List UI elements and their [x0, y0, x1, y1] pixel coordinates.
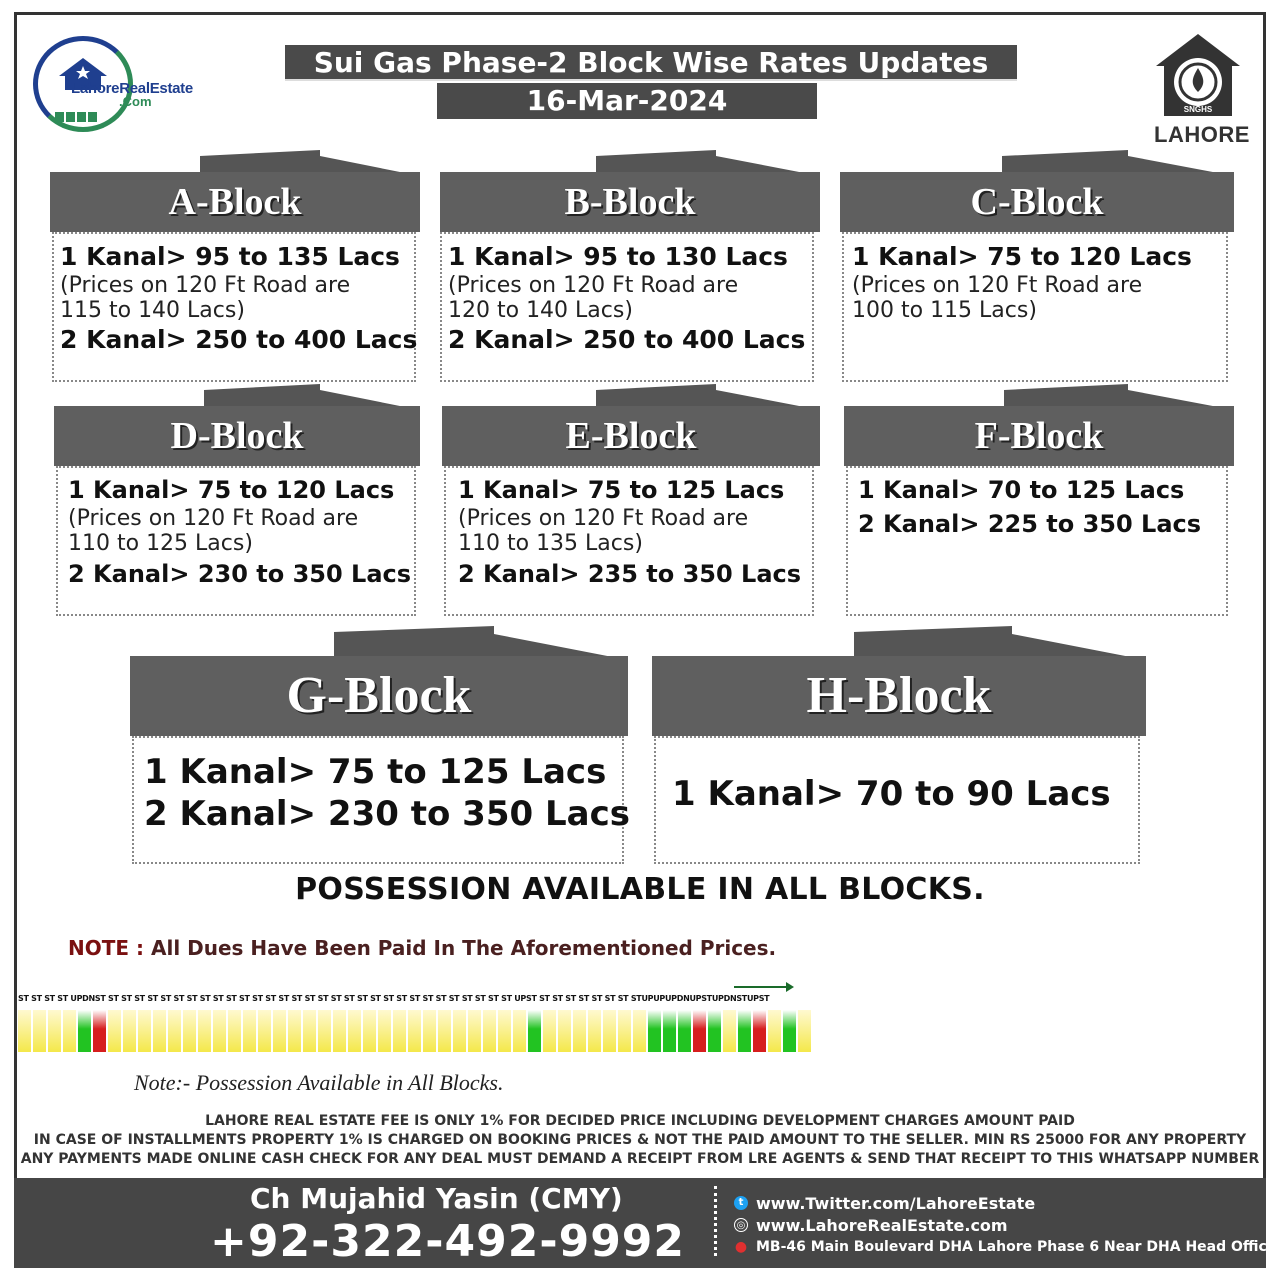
road-note: (Prices on 120 Ft Road are	[448, 273, 739, 298]
lahore-real-estate-logo[interactable]	[33, 36, 193, 132]
ticker-bar-st	[513, 1010, 526, 1052]
block-title: C-Block	[840, 172, 1234, 232]
ticker-bar-st	[798, 1010, 811, 1052]
dues-note	[68, 936, 776, 960]
block-card-b	[440, 150, 820, 384]
ticker-bar-st	[318, 1010, 331, 1052]
ticker-bar-st	[468, 1010, 481, 1052]
possession-banner: POSSESSION AVAILABLE IN ALL BLOCKS.	[295, 872, 985, 907]
ticker-bar-st	[498, 1010, 511, 1052]
ticker-bar-st	[618, 1010, 631, 1052]
block-card-a	[50, 150, 420, 384]
block-title: G-Block	[130, 656, 628, 736]
tab-shape	[854, 626, 1146, 660]
block-title: D-Block	[54, 406, 420, 466]
kanal-2-price: 2 Kanal> 250 to 400 Lacs	[448, 325, 806, 354]
logo-suffix: .Com	[119, 94, 152, 109]
agent-name: Ch Mujahid Yasin (CMY)	[250, 1182, 623, 1215]
gear-house-icon	[1148, 30, 1248, 122]
ticker-bar-st	[288, 1010, 301, 1052]
snghs-lahore-logo[interactable]	[1148, 30, 1258, 148]
ticker-bar-st	[18, 1010, 31, 1052]
note-key: NOTE :	[68, 936, 145, 960]
ticker-bar-dn	[753, 1010, 766, 1052]
kanal-1-price: 1 Kanal> 75 to 120 Lacs	[68, 476, 395, 504]
road-note: (Prices on 120 Ft Road are	[60, 273, 351, 298]
ticker-bar-up	[738, 1010, 751, 1052]
ticker-bar-up	[663, 1010, 676, 1052]
block-card-d	[54, 384, 420, 618]
ticker-bar-st	[393, 1010, 406, 1052]
ticker-bar-st	[123, 1010, 136, 1052]
kanal-1-price: 1 Kanal> 70 to 90 Lacs	[672, 774, 1111, 814]
block-card-e	[442, 384, 820, 618]
road-price: 110 to 135 Lacs)	[458, 531, 643, 556]
kanal-1-price: 1 Kanal> 75 to 125 Lacs	[144, 752, 607, 792]
kanal-1-price: 1 Kanal> 70 to 125 Lacs	[858, 476, 1185, 504]
ticker-bar-st	[633, 1010, 646, 1052]
kanal-1-price: 1 Kanal> 75 to 120 Lacs	[852, 242, 1192, 271]
kanal-2-price: 2 Kanal> 225 to 350 Lacs	[858, 510, 1202, 538]
ticker-bar-st	[153, 1010, 166, 1052]
road-note: (Prices on 120 Ft Road are	[68, 506, 359, 531]
twitter-icon: t	[734, 1196, 748, 1210]
globe-icon: ◎	[734, 1218, 748, 1232]
ticker-bar-st	[108, 1010, 121, 1052]
map-pin-icon: ●	[734, 1239, 748, 1255]
price-trend-ticker	[18, 982, 782, 1054]
road-price: 100 to 115 Lacs)	[852, 298, 1037, 323]
kanal-1-price: 1 Kanal> 95 to 130 Lacs	[448, 242, 788, 271]
ticker-bar-up	[648, 1010, 661, 1052]
address-text: MB-46 Main Boulevard DHA Lahore Phase 6 Near DHA Head Office	[756, 1239, 1277, 1255]
ticker-bar-st	[333, 1010, 346, 1052]
kanal-2-price: 2 Kanal> 250 to 400 Lacs	[60, 325, 418, 354]
ticker-bar-st	[33, 1010, 46, 1052]
ticker-bar-st	[258, 1010, 271, 1052]
road-price: 115 to 140 Lacs)	[60, 298, 245, 323]
logo-name: LahoreRealEstate	[71, 80, 193, 97]
ticker-bar-st	[303, 1010, 316, 1052]
twitter-link[interactable]	[734, 1192, 1276, 1214]
date-label: 16-Mar-2024	[437, 83, 817, 119]
block-card-f	[844, 384, 1234, 618]
ticker-bar-st	[408, 1010, 421, 1052]
fee-disclaimer-line-2: IN CASE OF INSTALLMENTS PROPERTY 1% IS CHARGED ON BOOKING PRICES & NOT THE PAID AMOUNT TO THE SELLER. MIN RS 25000 FOR ANY PROPERTY	[33, 1132, 1247, 1148]
block-title: E-Block	[442, 406, 820, 466]
kanal-2-price: 2 Kanal> 230 to 350 Lacs	[68, 560, 412, 588]
kanal-2-price: 2 Kanal> 235 to 350 Lacs	[458, 560, 802, 588]
seal-text: SNGHS	[1183, 105, 1213, 114]
ticker-bar-st	[768, 1010, 781, 1052]
address-line	[734, 1236, 1276, 1258]
ticker-bar-st	[63, 1010, 76, 1052]
page-title: Sui Gas Phase-2 Block Wise Rates Updates	[285, 45, 1017, 81]
block-title: B-Block	[440, 172, 820, 232]
kanal-1-price: 1 Kanal> 75 to 125 Lacs	[458, 476, 785, 504]
road-price: 120 to 140 Lacs)	[448, 298, 633, 323]
block-title: A-Block	[50, 172, 420, 232]
ticker-bar-st	[558, 1010, 571, 1052]
block-card-c	[840, 150, 1234, 384]
ticker-bar-st	[348, 1010, 361, 1052]
block-title: H-Block	[652, 656, 1146, 736]
ticker-bar-up	[783, 1010, 796, 1052]
logo-city: LAHORE	[1154, 122, 1250, 147]
block-title: F-Block	[844, 406, 1234, 466]
ticker-bar-st	[243, 1010, 256, 1052]
ticker-bar-st	[228, 1010, 241, 1052]
ticker-bar-st	[273, 1010, 286, 1052]
ticker-bar-st	[168, 1010, 181, 1052]
ticker-bar-dn	[693, 1010, 706, 1052]
ticker-bar-st	[423, 1010, 436, 1052]
ticker-bar-st	[573, 1010, 586, 1052]
ticker-bar-st	[723, 1010, 736, 1052]
logo-bars-icon	[55, 112, 97, 122]
ticker-bars	[18, 1010, 811, 1052]
ticker-bar-st	[543, 1010, 556, 1052]
possession-note: Note:- Possession Available in All Blocks.	[134, 1070, 504, 1095]
block-card-g	[130, 626, 628, 868]
road-price: 110 to 125 Lacs)	[68, 531, 253, 556]
ticker-bar-st	[588, 1010, 601, 1052]
tab-shape	[334, 626, 628, 660]
ticker-bar-st	[438, 1010, 451, 1052]
website-link[interactable]	[734, 1214, 1276, 1236]
footer-links	[734, 1192, 1276, 1258]
note-text: All Dues Have Been Paid In The Aforementioned Prices.	[150, 936, 777, 960]
ticker-bar-st	[48, 1010, 61, 1052]
road-note: (Prices on 120 Ft Road are	[852, 273, 1143, 298]
ticker-bar-up	[78, 1010, 91, 1052]
ticker-bar-st	[483, 1010, 496, 1052]
ticker-bar-st	[453, 1010, 466, 1052]
block-card-h	[652, 626, 1146, 868]
phone-number[interactable]: +92-322-492-9992	[210, 1216, 686, 1267]
ticker-bar-dn	[93, 1010, 106, 1052]
ticker-bar-st	[198, 1010, 211, 1052]
ticker-bar-up	[678, 1010, 691, 1052]
website-url: www.LahoreRealEstate.com	[756, 1215, 1008, 1235]
fee-disclaimer-line-1: LAHORE REAL ESTATE FEE IS ONLY 1% FOR DECIDED PRICE INCLUDING DEVELOPMENT CHARGES AMOUNT PAID	[205, 1113, 1075, 1129]
ticker-bar-st	[603, 1010, 616, 1052]
kanal-1-price: 1 Kanal> 95 to 135 Lacs	[60, 242, 400, 271]
ticker-bar-st	[138, 1010, 151, 1052]
twitter-url: www.Twitter.com/LahoreEstate	[756, 1193, 1036, 1213]
fee-disclaimer-line-3: ANY PAYMENTS MADE ONLINE CASH CHECK FOR ANY DEAL MUST DEMAND A RECEIPT FROM LRE AGENTS & SEND THAT RECEIPT TO THIS WHATSAPP NUMBER	[20, 1151, 1260, 1167]
ticker-bar-st	[213, 1010, 226, 1052]
arrow-right-icon	[734, 982, 794, 992]
ticker-bar-st	[183, 1010, 196, 1052]
ticker-bar-up	[708, 1010, 721, 1052]
ticker-bar-st	[378, 1010, 391, 1052]
kanal-2-price: 2 Kanal> 230 to 350 Lacs	[144, 794, 630, 834]
contact-footer	[14, 1178, 1277, 1268]
ticker-bar-up	[528, 1010, 541, 1052]
road-note: (Prices on 120 Ft Road are	[458, 506, 749, 531]
ticker-labels: ST ST ST ST UPDNST ST ST ST ST ST ST ST ST ST ST ST ST ST ST ST ST ST ST ST ST ST ST ST ST ST ST ST ST ST ST ST UPST ST ST ST ST ST ST ST STUPUPUPDNUPSTUPDNSTUPST	[18, 994, 770, 1003]
ticker-bar-st	[363, 1010, 376, 1052]
footer-divider	[714, 1186, 717, 1256]
